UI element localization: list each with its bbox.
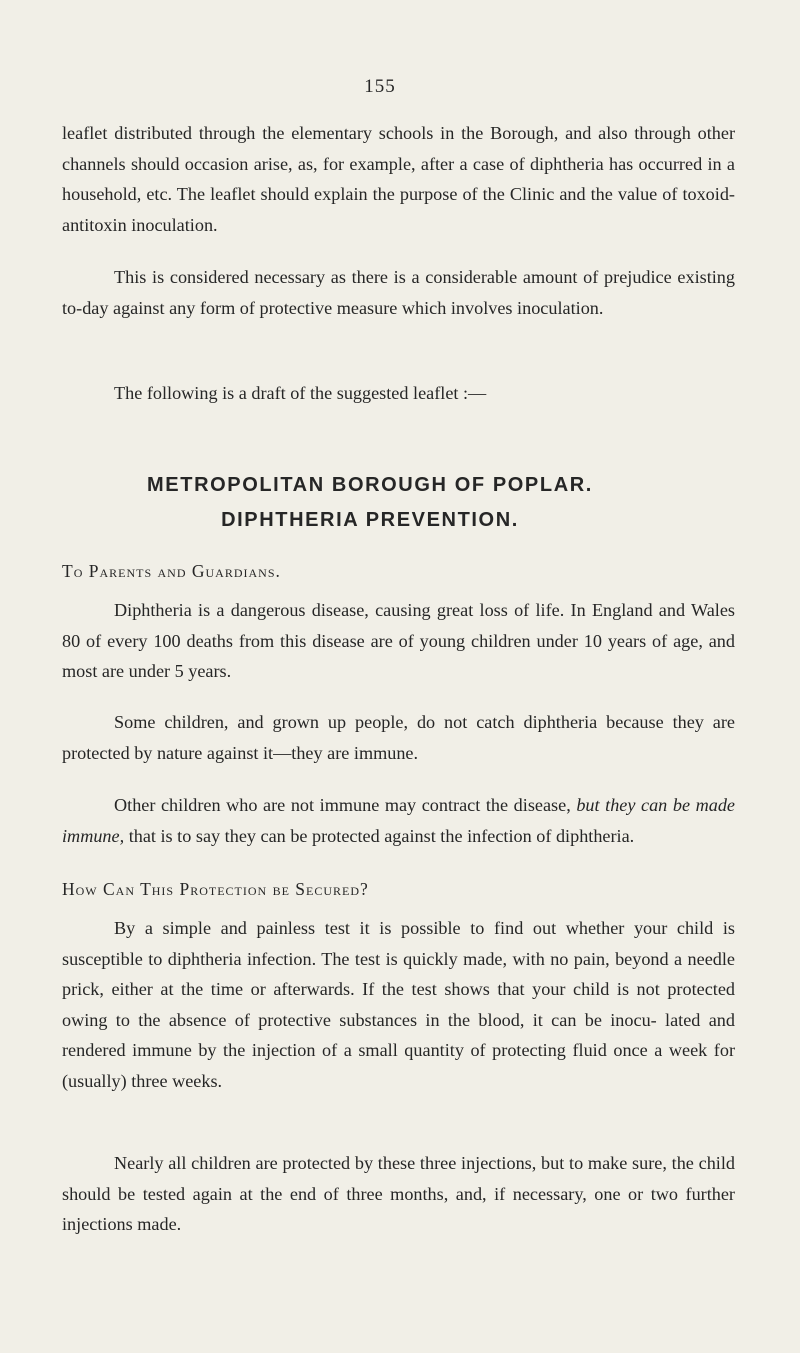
- leaflet-paragraph-4: By a simple and painless test it is possible to find out whether your child is susceptible to diphtheria infection. The test is quickly made, with no pain, beyond a needle prick, either at the time or afterwards. If the test shows that your child is not protected owing to the absence of protective substances in the blood, it can be inocu- lated and rendered immune by the injection of a small quantity of protecting fluid once a week for (usually) three weeks.: [62, 918, 735, 1091]
- paragraph-3-end: that is to say they can be protected against the infection of diphtheria.: [124, 825, 635, 846]
- leaflet-paragraph-3: [62, 790, 735, 851]
- paragraph-3-italic: but they can be made immune,: [62, 795, 735, 846]
- section-heading: How Can This Protection be Secured?: [62, 879, 369, 899]
- leaflet-address-line: To Parents and Guardians.: [62, 561, 281, 581]
- paragraph-3-start: Other children who are not immune may contract the disease,: [114, 795, 577, 815]
- leaflet-subtitle: DIPHTHERIA PREVENTION.: [221, 509, 519, 531]
- page-number: 155: [364, 76, 396, 97]
- leaflet-paragraph-5: Nearly all children are protected by these three injections, but to make sure, the child should be tested again at the end of three months, and, if necessary, one or two further injections made.: [62, 1153, 735, 1234]
- leaflet-paragraph-2: Some children, and grown up people, do not catch diphtheria because they are protected by nature against it—they are immune.: [62, 712, 735, 763]
- leaflet-title: METROPOLITAN BOROUGH OF POPLAR.: [147, 474, 593, 496]
- intro-paragraph: leaflet distributed through the elementary schools in the Borough, and also through other channels should occasion arise, as, for example, after a case of diphtheria has occurred in a household, etc. The leaflet should explain the purpose of the Clinic and the value of toxoid-antitoxin inoculation.: [62, 123, 735, 235]
- following-paragraph: The following is a draft of the suggested leaflet :—: [114, 383, 487, 403]
- leaflet-paragraph-1: Diphtheria is a dangerous disease, causing great loss of life. In England and Wales 80 of every 100 deaths from this disease are of young children under 10 years of age, and most are under 5 years.: [62, 600, 735, 681]
- considered-paragraph: This is considered necessary as there is a considerable amount of prejudice existing to-day against any form of protective measure which involves inoculation.: [62, 267, 735, 318]
